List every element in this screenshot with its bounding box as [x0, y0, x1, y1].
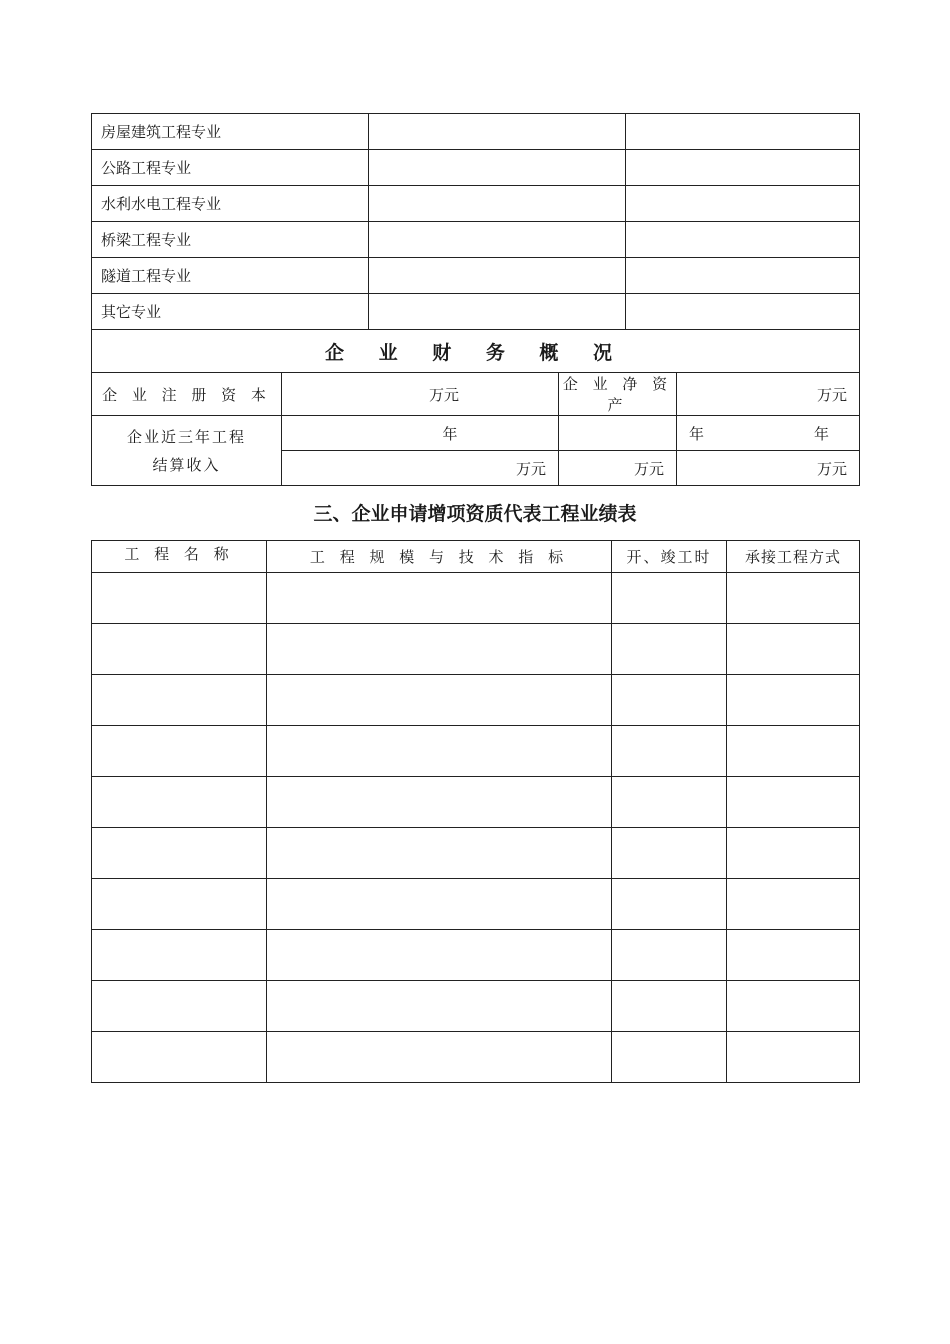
table-row — [92, 573, 860, 624]
table-row — [92, 828, 860, 879]
method-cell[interactable] — [727, 981, 860, 1032]
registered-capital-value[interactable] — [282, 373, 559, 416]
dates-cell[interactable] — [612, 981, 727, 1032]
scale-cell[interactable] — [267, 1032, 612, 1083]
specialty-label: 水利水电工程专业 — [92, 186, 369, 222]
specialty-row — [92, 150, 860, 186]
specialty-cell[interactable] — [369, 294, 626, 330]
table-header-row — [92, 541, 860, 573]
table-row — [92, 777, 860, 828]
header-method: 承接工程方式 — [727, 541, 860, 573]
specialty-cell[interactable] — [626, 150, 860, 186]
scale-cell[interactable] — [267, 573, 612, 624]
income-year-3[interactable]: 年 — [677, 416, 860, 451]
dates-cell[interactable] — [612, 777, 727, 828]
method-cell[interactable] — [727, 624, 860, 675]
specialty-label: 房屋建筑工程专业 — [92, 114, 369, 150]
dates-cell[interactable] — [612, 1032, 727, 1083]
table-row — [92, 726, 860, 777]
dates-cell[interactable] — [612, 879, 727, 930]
specialty-row — [92, 114, 860, 150]
header-project-name: 工 程 名 称 — [92, 541, 267, 573]
scale-cell[interactable] — [267, 981, 612, 1032]
dates-cell[interactable] — [612, 726, 727, 777]
scale-cell[interactable] — [267, 726, 612, 777]
table-row — [92, 624, 860, 675]
specialty-label: 桥梁工程专业 — [92, 222, 369, 258]
net-assets-label: 企 业 净 资 产 — [559, 373, 677, 416]
project-name-cell[interactable] — [92, 777, 267, 828]
scale-cell[interactable] — [267, 675, 612, 726]
scale-cell[interactable] — [267, 879, 612, 930]
specialty-row — [92, 258, 860, 294]
header-dates: 开、竣工时 — [612, 541, 727, 573]
income-label-line1: 企业近三年工程 — [126, 427, 246, 446]
net-assets-value[interactable]: 万元 — [677, 373, 860, 416]
income-amount-3[interactable]: 万元 — [677, 451, 860, 486]
income-amount-1[interactable]: 万元 — [282, 451, 559, 486]
specialty-cell[interactable] — [626, 114, 860, 150]
method-cell[interactable] — [727, 726, 860, 777]
project-name-cell[interactable] — [92, 1032, 267, 1083]
performance-table — [91, 540, 860, 1083]
table-row — [92, 1032, 860, 1083]
method-cell[interactable] — [727, 675, 860, 726]
method-cell[interactable] — [727, 879, 860, 930]
project-name-cell[interactable] — [92, 675, 267, 726]
dates-cell[interactable] — [612, 930, 727, 981]
specialty-cell[interactable] — [626, 186, 860, 222]
table-row — [92, 879, 860, 930]
registered-capital-label: 企 业 注 册 资 本 — [92, 373, 282, 416]
section-title: 三、企业申请增项资质代表工程业绩表 — [313, 503, 637, 525]
year-label: 年 — [689, 424, 705, 443]
specialty-label: 其它专业 — [92, 294, 369, 330]
performance-body — [92, 573, 860, 1083]
specialty-cell[interactable] — [369, 150, 626, 186]
table-row — [92, 981, 860, 1032]
scale-cell[interactable] — [267, 828, 612, 879]
specialty-cell[interactable] — [369, 222, 626, 258]
method-cell[interactable] — [727, 777, 860, 828]
finance-title: 企 业 财 务 概 况 — [92, 330, 860, 373]
income-label-line2: 结算收入 — [152, 455, 221, 474]
scale-cell[interactable] — [267, 777, 612, 828]
project-name-cell[interactable] — [92, 726, 267, 777]
specialty-cell[interactable] — [626, 258, 860, 294]
income-year-2[interactable] — [559, 416, 705, 451]
specialty-cell[interactable] — [369, 258, 626, 294]
project-name-cell[interactable] — [92, 981, 267, 1032]
dates-cell[interactable] — [612, 573, 727, 624]
project-name-cell[interactable] — [92, 879, 267, 930]
specialty-row — [92, 294, 860, 330]
scale-cell[interactable] — [267, 624, 612, 675]
project-name-cell[interactable] — [92, 573, 267, 624]
method-cell[interactable] — [727, 930, 860, 981]
income-year-1[interactable] — [282, 416, 559, 451]
method-cell[interactable] — [727, 1032, 860, 1083]
project-name-cell[interactable] — [92, 828, 267, 879]
specialty-label: 公路工程专业 — [92, 150, 369, 186]
method-cell[interactable] — [727, 828, 860, 879]
specialty-row — [92, 222, 860, 258]
dates-cell[interactable] — [612, 624, 727, 675]
table-row — [92, 675, 860, 726]
dates-cell[interactable] — [612, 828, 727, 879]
project-name-cell[interactable] — [92, 624, 267, 675]
specialty-row — [92, 186, 860, 222]
project-name-cell[interactable] — [92, 930, 267, 981]
table-row — [92, 930, 860, 981]
header-scale: 工 程 规 模 与 技 术 指 标 — [267, 541, 612, 573]
specialty-cell[interactable] — [626, 222, 860, 258]
method-cell[interactable] — [727, 573, 860, 624]
qualification-table — [91, 113, 860, 486]
income-amount-2[interactable]: 万元 — [559, 451, 677, 486]
specialty-cell[interactable] — [369, 186, 626, 222]
scale-cell[interactable] — [267, 930, 612, 981]
specialty-cell[interactable] — [369, 114, 626, 150]
specialty-cell[interactable] — [626, 294, 860, 330]
year-label: 年 — [442, 424, 458, 443]
specialty-label: 隧道工程专业 — [92, 258, 369, 294]
income-label — [92, 416, 282, 486]
unit-wan: 万元 — [429, 385, 460, 404]
dates-cell[interactable] — [612, 675, 727, 726]
